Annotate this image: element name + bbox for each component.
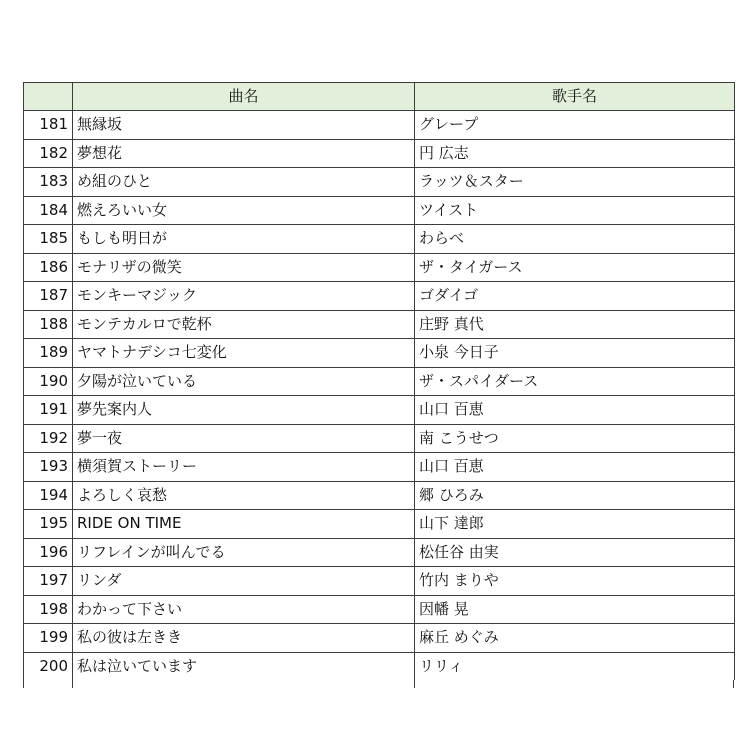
column-border-stub	[23, 680, 24, 688]
row-number: 185	[24, 225, 73, 254]
header-title: 曲名	[73, 83, 415, 111]
row-artist: 円 広志	[415, 139, 735, 168]
row-number: 188	[24, 310, 73, 339]
row-artist: リリィ	[415, 652, 735, 680]
row-number: 189	[24, 339, 73, 368]
row-title: リフレインが叫んでる	[73, 538, 415, 567]
row-title: もしも明日が	[73, 225, 415, 254]
column-border-stub	[733, 680, 734, 688]
table-row	[24, 310, 735, 339]
row-artist: ゴダイゴ	[415, 282, 735, 311]
row-title: モンテカルロで乾杯	[73, 310, 415, 339]
row-title: よろしく哀愁	[73, 481, 415, 510]
row-number: 182	[24, 139, 73, 168]
row-artist: ザ・タイガース	[415, 253, 735, 282]
column-border-stub	[414, 680, 415, 688]
row-title: 夢一夜	[73, 424, 415, 453]
row-artist: 竹内 まりや	[415, 567, 735, 596]
table-row	[24, 595, 735, 624]
row-number: 181	[24, 111, 73, 140]
row-artist: 南 こうせつ	[415, 424, 735, 453]
row-artist: 麻丘 めぐみ	[415, 624, 735, 653]
row-artist: わらべ	[415, 225, 735, 254]
header-number	[24, 83, 73, 111]
row-number: 187	[24, 282, 73, 311]
table-row	[24, 282, 735, 311]
table-row	[24, 367, 735, 396]
table-row	[24, 168, 735, 197]
row-artist: ザ・スパイダース	[415, 367, 735, 396]
row-number: 197	[24, 567, 73, 596]
row-artist: 庄野 真代	[415, 310, 735, 339]
row-number: 195	[24, 510, 73, 539]
table-row	[24, 538, 735, 567]
table-row	[24, 424, 735, 453]
row-title: 夢先案内人	[73, 396, 415, 425]
row-title: ヤマトナデシコ七変化	[73, 339, 415, 368]
row-artist: グレープ	[415, 111, 735, 140]
row-title: 燃えろいい女	[73, 196, 415, 225]
table-row	[24, 396, 735, 425]
header-row	[24, 83, 735, 111]
row-artist: ラッツ＆スター	[415, 168, 735, 197]
row-number: 184	[24, 196, 73, 225]
table-row	[24, 510, 735, 539]
song-table	[23, 82, 735, 680]
row-artist: 因幡 晃	[415, 595, 735, 624]
row-number: 192	[24, 424, 73, 453]
header-artist: 歌手名	[415, 83, 735, 111]
row-number: 199	[24, 624, 73, 653]
row-title: 夕陽が泣いている	[73, 367, 415, 396]
row-title: モナリザの微笑	[73, 253, 415, 282]
row-number: 200	[24, 652, 73, 680]
table-row	[24, 111, 735, 140]
row-number: 196	[24, 538, 73, 567]
table-row	[24, 196, 735, 225]
row-artist: ツイスト	[415, 196, 735, 225]
row-number: 193	[24, 453, 73, 482]
table-row	[24, 339, 735, 368]
table-row	[24, 481, 735, 510]
row-title: モンキーマジック	[73, 282, 415, 311]
row-number: 191	[24, 396, 73, 425]
row-title: 夢想花	[73, 139, 415, 168]
row-artist: 山口 百恵	[415, 453, 735, 482]
row-artist: 松任谷 由実	[415, 538, 735, 567]
row-title: わかって下さい	[73, 595, 415, 624]
table-row	[24, 225, 735, 254]
row-title: 私の彼は左きき	[73, 624, 415, 653]
row-number: 198	[24, 595, 73, 624]
row-artist: 山口 百恵	[415, 396, 735, 425]
table-row	[24, 624, 735, 653]
table-row	[24, 453, 735, 482]
table-row	[24, 253, 735, 282]
table-row	[24, 652, 735, 680]
row-number: 190	[24, 367, 73, 396]
row-artist: 山下 達郎	[415, 510, 735, 539]
table-row	[24, 139, 735, 168]
row-artist: 小泉 今日子	[415, 339, 735, 368]
row-artist: 郷 ひろみ	[415, 481, 735, 510]
table-row	[24, 567, 735, 596]
row-title: め組のひと	[73, 168, 415, 197]
row-number: 183	[24, 168, 73, 197]
table-header	[24, 83, 735, 111]
row-title: 横須賀ストーリー	[73, 453, 415, 482]
song-table-sheet	[23, 82, 735, 680]
row-title: 無縁坂	[73, 111, 415, 140]
row-title: 私は泣いています	[73, 652, 415, 680]
table-body	[24, 111, 735, 681]
row-title: リンダ	[73, 567, 415, 596]
row-number: 194	[24, 481, 73, 510]
row-title: RIDE ON TIME	[73, 510, 415, 539]
column-border-stub	[72, 680, 73, 688]
row-number: 186	[24, 253, 73, 282]
